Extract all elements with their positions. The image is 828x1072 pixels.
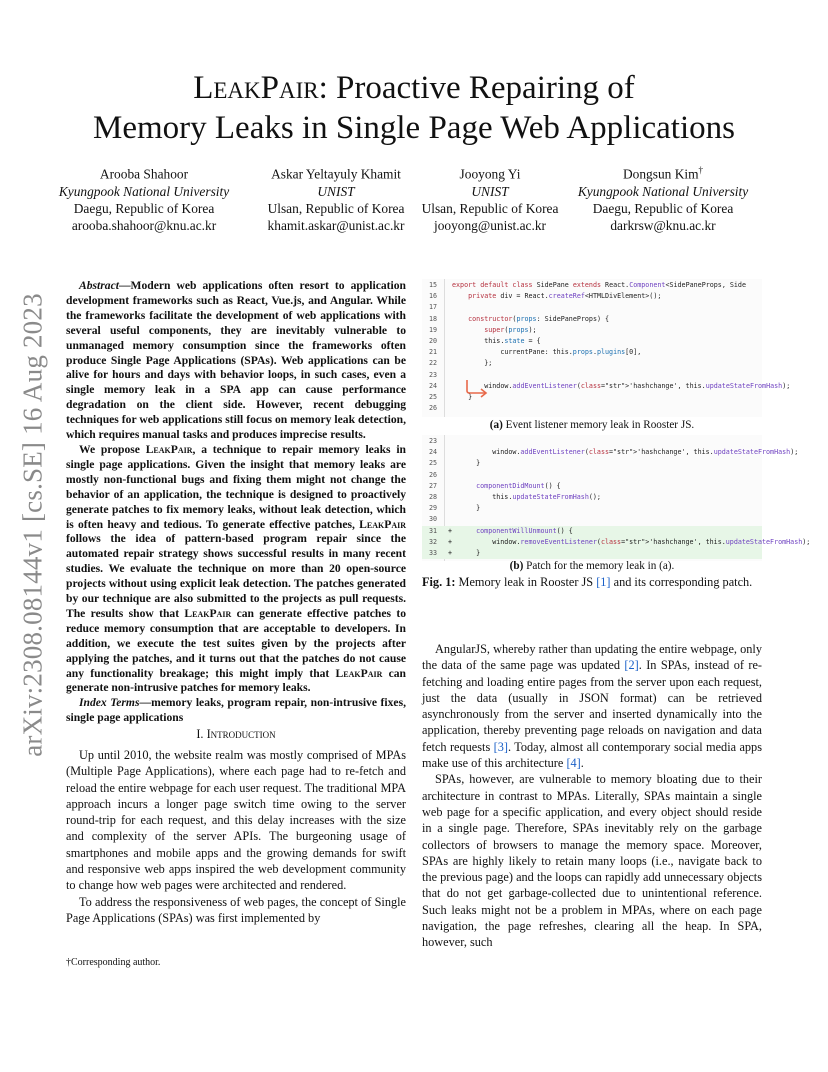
line-number: 19 [428,325,438,334]
introduction-text: Up until 2010, the website realm was mostly comprised of MPAs (Multiple Page Applications), where each page had to re-fetch and reload the entire webpage for each user request. The traditional MPA approach incurs a longer page switch time owing to the server round-trip for each request, and this delay increases with the size and complexity of the server APIs. The burgeoning usage of smartphones and mobile apps and the growing demands for swift and responsive web apps inspired the web development community to change how web pages were architected and rendered. To address the responsiveness of web pages, the concept of Single Page Applications (SPAs) was first implemented by [66,748,406,925]
code-text: } [452,393,473,401]
citation-link[interactable]: [4] [566,756,581,771]
code-line [422,302,762,313]
line-number: 33 [428,549,438,557]
line-number: 27 [428,481,438,490]
author-block: Askar Yeltayuly Khamit UNIST Ulsan, Republic of Korea khamit.askar@unist.ac.kr [267,166,405,234]
code-text: } [460,459,481,468]
code-line [422,526,762,537]
line-number: 32 [428,537,438,546]
citation-link[interactable]: [1] [596,575,611,589]
author-block: Arooba Shahoor Kyungpook National University Daegu, Republic of Korea arooba.shahoor@knu.ac.kr [58,166,230,234]
code-line [422,458,762,469]
code-text: } [460,504,481,513]
diff-added-marker: + [448,526,453,535]
line-number: 25 [428,459,438,468]
code-line [422,314,762,325]
code-line [422,325,762,336]
code-line [422,470,762,481]
author-block: Jooyong Yi UNIST Ulsan, Republic of Korea jooyong@unist.ac.kr [421,166,559,234]
author-email: darkrsw@knu.ac.kr [610,218,716,234]
code-text: constructor(props: SidePaneProps) { [468,314,610,323]
code-text: this.state = { [452,337,541,345]
line-number: 17 [428,303,438,312]
line-number: 26 [428,470,438,479]
code-text: window.addEventListener(class="str">'hashchange', this.updateStateFromHash); [460,448,799,457]
line-number: 15 [428,281,438,289]
introduction-continued: AngularJS, whereby rather than updating the entire webpage, only the data of the same page was updated [2]. In SPAs, instead of re-fetching and loading entire pages from the server upon each request, just the data (usually in JSON format) can be retrieved asynchronously from the server and inserted dynamically into the application, thereby preventing page reloads on navigation and data fetch requests [3]. Today, almost all contemporary social media apps make use of this architecture [4]. SPAs, however, are vulnerable to memory bloating due to their architecture in contrast to MPAs. Literally, SPAs maintain a single web page for a specific application, and every object should reside in a single page. Therefore, SPAs inevitably rely on the garbage collectors of browsers to manage the memory space. Moreover, SPAs are highly likely to retain many loops (i.e., navigate back to the previous page) and the loops can rapidly add unnecessary objects that do not get garbage-collected due to unintentional reference. Such leaks might not be a problem in MPAs, where on each page navigation, the page refreshes, clearing all the heap. In SPA, however, such [422,642,762,950]
figure-caption: Fig. 1: Memory leak in Rooster JS [1] and its corresponding patch. [422,575,753,589]
line-number: 30 [428,515,438,524]
line-number: 20 [428,337,438,345]
footnote: †Corresponding author. [66,957,161,968]
diff-added-marker: + [448,549,453,557]
code-text: componentWillUnmount() { [476,526,573,535]
arxiv-identifier: arXiv:2308.08144v1 [cs.SE] 16 Aug 2023 [17,293,48,757]
author-block: Dongsun Kim† Kyungpook National University Daegu, Republic of Korea darkrsw@knu.ac.kr [577,165,749,234]
section-heading: I. Introduction [196,727,276,741]
line-number: 29 [428,504,438,513]
line-number: 31 [428,526,438,535]
author-email: jooyong@unist.ac.kr [433,218,546,234]
citation-link[interactable]: [2] [624,658,639,673]
code-line [422,492,762,503]
line-number: 24 [428,381,438,390]
line-number: 25 [428,393,438,401]
line-number: 28 [428,493,438,501]
code-text: private div = React.createRef<HTMLDivElement>(); [468,292,662,301]
code-text: window.addEventListener(class="str">'hashchange', this.updateStateFromHash); [452,381,791,390]
code-line [422,436,762,447]
line-number: 24 [428,448,438,457]
code-line [422,503,762,514]
author-email: arooba.shahoor@knu.ac.kr [71,218,217,234]
code-text: this.updateStateFromHash(); [460,493,601,501]
code-text: currentPane: this.props.plugins[0], [452,348,642,357]
line-number: 18 [428,314,438,323]
code-text: super(props); [484,325,537,334]
diff-added-marker: + [448,537,453,546]
code-text: export default class SidePane extends React.Component<SidePaneProps, Side [452,281,746,289]
paper-title: LeakPair: Proactive Repairing of Memory Leaks in Single Page Web Applications [93,70,735,146]
citation-link[interactable]: [3] [493,739,508,754]
line-number: 23 [428,370,438,379]
code-line [422,481,762,492]
code-line [422,291,762,302]
index-terms: Index Terms—memory leaks, program repair, non-intrusive fixes, single page applications [66,696,406,725]
code-line [422,548,762,559]
code-text: } [460,549,481,557]
code-line [422,537,811,548]
line-number: 16 [428,292,438,301]
code-listing-b [422,435,811,561]
code-line [422,447,799,458]
abstract: Abstract—Modern web applications often resort to application development frameworks such as React, Vue.js, and Angular. While the frameworks facilitate the development of web applications with several useful components, they are inevitably vulnerable to unmanaged memory consumption since the frameworks often produce Single Page Applications (SPAs). Web applications can be alive for hours and days with behavior loops, in such cases, even a single memory leak in a SPA app can cause performance degradation on the client side. However, recent debugging techniques for web applications still focus on memory leak detection, which requires manual tasks and produces imprecise results. We propose LeakPair, a technique to repair memory leaks in single page applications. Given the insight that memory leaks are mostly non-functional bugs and fixing them might not change the behavior of an application, the technique is designed to proactively generate patches to fix memory leaks, without leak detection, which is often heavy and tedious. To generate effective patches, LeakPair follows the idea of pattern-based program repair since the automated repair strategy shows successful results in many recent studies. We evaluate the technique on more than 20 open-source projects without using explicit leak detection. The patches generated by our technique are also submitted to the projects as pull requests. The results show that LeakPair can generate effective patches to reduce memory consumption that are acceptable to developers. In addition, we execute the test suites given by the projects after applying the patches, and it turns out that the patches do not cause any functionality breakage; this might imply that LeakPair can generate non-intrusive patches for memory leaks. Index Terms—memory leaks, program repair, non-intrusive fixes, single page applications [66,279,407,725]
code-line [422,336,762,347]
code-text: componentDidMount() { [476,481,561,490]
code-text: }; [452,359,493,368]
code-line [422,358,762,369]
author-list [60,162,780,242]
code-line [422,403,762,414]
subfigure-caption-b: (b) Patch for the memory leak in (a). [509,560,675,572]
line-number: 26 [428,404,438,413]
code-line [422,347,762,358]
line-number: 22 [428,359,438,368]
line-number: 21 [428,348,438,357]
author-email: khamit.askar@unist.ac.kr [267,218,405,234]
leak-arrow-icon [464,379,490,399]
code-line [422,280,762,291]
code-line [422,514,762,525]
code-text: window.removeEventListener(class="str">'hashchange', this.updateStateFromHash); [460,537,811,546]
subfigure-caption-a: (a) Event listener memory leak in Rooster JS. [489,419,695,431]
line-number: 23 [428,437,438,445]
